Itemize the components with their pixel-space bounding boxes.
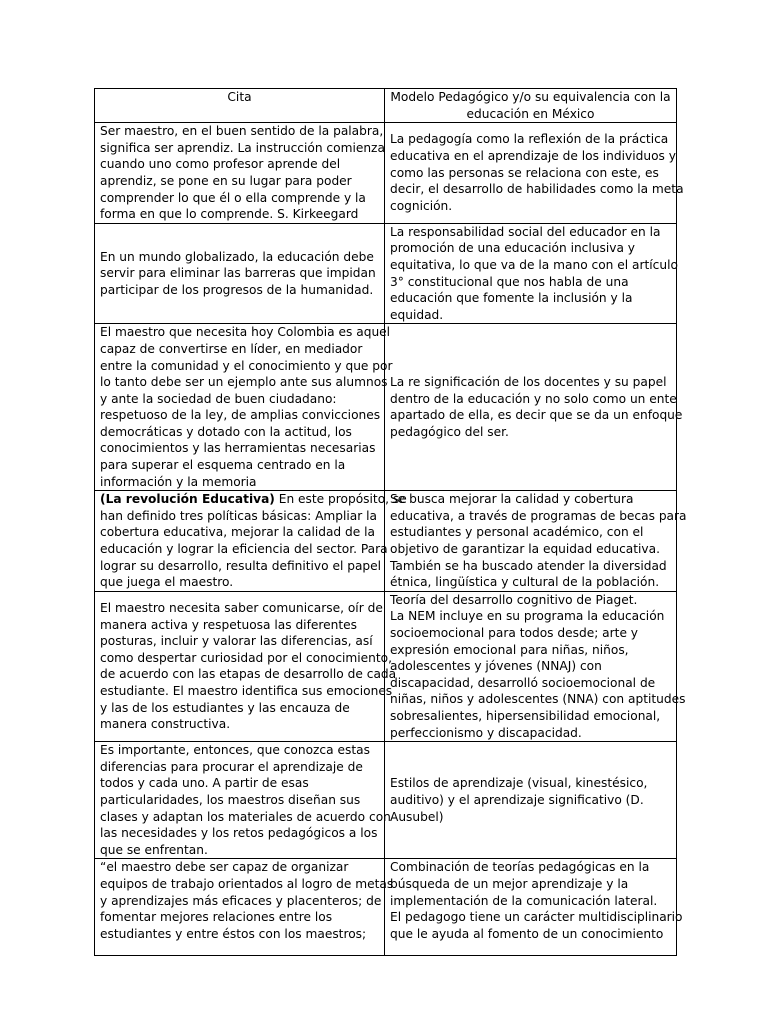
- table-row: [95, 123, 677, 224]
- modelo-line: expresión emocional para niñas, niños,: [390, 642, 629, 657]
- cita-line: El maestro que necesita hoy Colombia es aquel: [100, 325, 391, 340]
- cita-line: fomentar mejores relaciones entre los: [100, 910, 333, 925]
- cita-line: educación y lograr la eficiencia del sector. Para: [100, 542, 388, 557]
- cita-cell: [95, 859, 394, 956]
- cita-line: entre la comunidad y el conocimiento y que por: [100, 358, 393, 373]
- cita-line: Ser maestro, en el buen sentido de la palabra,: [100, 124, 384, 139]
- table-row: [95, 591, 677, 741]
- cita-line: y ante la sociedad de buen ciudadano:: [100, 391, 337, 406]
- modelo-line: educativa, a través de programas de becas para: [390, 508, 687, 523]
- modelo-line: La re significación de los docentes y su papel: [390, 375, 667, 390]
- cita-line: y las de los estudiantes y las encauza de: [100, 700, 350, 715]
- modelo-cell: [385, 742, 677, 859]
- cita-line: manera activa y respetuosa las diferentes: [100, 617, 357, 632]
- modelo-line: sobresalientes, hipersensibilidad emocional,: [390, 708, 661, 723]
- table-row: [95, 223, 677, 324]
- cita-line: particularidades, los maestros diseñan sus: [100, 792, 361, 807]
- modelo-cell: [385, 123, 684, 224]
- cita-line: manera constructiva.: [100, 717, 231, 732]
- cita-line: que juega el maestro.: [100, 575, 234, 590]
- cita-line: diferencias para procurar el aprendizaje de: [100, 759, 363, 774]
- modelo-line: educación que fomente la inclusión y la: [390, 291, 633, 306]
- cita-line: En un mundo globalizado, la educación debe: [100, 249, 374, 264]
- modelo-line: equitativa, lo que va de la mano con el artículo: [390, 257, 678, 272]
- cita-line: de acuerdo con las etapas de desarrollo de cada: [100, 667, 397, 682]
- cita-line: todos y cada uno. A partir de esas: [100, 776, 309, 791]
- cita-line: y aprendizajes más eficaces y placenteros; de: [100, 893, 382, 908]
- modelo-line: pedagógico del ser.: [390, 424, 509, 439]
- modelo-line: étnica, lingüística y cultural de la población.: [390, 575, 660, 590]
- modelo-line: La NEM incluye en su programa la educación: [390, 609, 665, 624]
- cita-line: significa ser aprendiz. La instrucción comienza: [100, 140, 385, 155]
- modelo-line: También se ha buscado atender la diversidad: [390, 558, 667, 573]
- modelo-line: educativa en el aprendizaje de los individuos y: [390, 149, 676, 164]
- table-row: [95, 742, 677, 859]
- table-row: [95, 859, 677, 956]
- modelo-line: El pedagogo tiene un carácter multidisciplinario: [390, 910, 683, 925]
- cita-line: lograr su desarrollo, resulta definitivo el papel: [100, 558, 382, 573]
- header-row: [95, 89, 677, 123]
- cita-line: las necesidades y los retos pedagógicos a los: [100, 826, 378, 841]
- modelo-line: objetivo de garantizar la equidad educativa.: [390, 542, 660, 557]
- modelo-line: La responsabilidad social del educador en la: [390, 224, 661, 239]
- modelo-line: implementación de la comunicación lateral.: [390, 893, 658, 908]
- modelo-line: adolescentes y jóvenes (NNAJ) con: [390, 659, 602, 674]
- cita-line: capaz de convertirse en líder, en mediador: [100, 341, 363, 356]
- modelo-line: decir, el desarrollo de habilidades como la meta: [390, 182, 684, 197]
- cita-line: conocimientos y las herramientas necesarias: [100, 441, 376, 456]
- cita-bold-lead: (La revolución Educativa): [100, 492, 275, 507]
- modelo-line: niñas, niños y adolescentes (NNA) con aptitudes: [390, 692, 686, 707]
- cita-cell: [95, 491, 407, 592]
- modelo-line: como las personas se relaciona con este, es: [390, 165, 659, 180]
- cita-line: servir para eliminar las barreras que impidan: [100, 266, 376, 281]
- cita-line: estudiantes y entre éstos con los maestros;: [100, 926, 367, 941]
- header-line: Cita: [227, 90, 252, 104]
- cita-first-rest: En este propósito, se: [274, 492, 407, 507]
- cita-line: estudiante. El maestro identifica sus emociones: [100, 684, 393, 699]
- modelo-line: La pedagogía como la reflexión de la práctica: [390, 132, 669, 147]
- cita-cell: [95, 223, 385, 324]
- cita-line: comprender lo que él o ella comprende y la: [100, 190, 366, 205]
- cita-line: información y la memoria: [100, 474, 257, 489]
- cita-line: como despertar curiosidad por el conocimiento,: [100, 650, 393, 665]
- cita-line: [100, 491, 407, 508]
- modelo-line: promoción de una educación inclusiva y: [390, 241, 635, 256]
- cita-cell: [95, 123, 385, 224]
- cita-line: clases y adaptan los materiales de acuerdo con: [100, 809, 391, 824]
- cita-line: equipos de trabajo orientados al logro de metas: [100, 876, 394, 891]
- modelo-line: Teoría del desarrollo cognitivo de Piaget.: [390, 592, 638, 607]
- modelo-line: socioemocional para todos desde; arte y: [390, 626, 639, 640]
- modelo-line: apartado de ella, es decir que se da un enfoque: [390, 408, 683, 423]
- modelo-line: discapacidad, desarrolló socioemocional de: [390, 675, 656, 690]
- header-modelo: [385, 89, 677, 123]
- cita-line: posturas, incluir y valorar las diferencias, así: [100, 634, 373, 649]
- cita-cell: [95, 591, 397, 741]
- modelo-cell: [385, 491, 687, 592]
- modelo-line: Ausubel): [390, 809, 444, 824]
- modelo-line: búsqueda de un mejor aprendizaje y la: [390, 876, 629, 891]
- header-cita: [95, 89, 385, 123]
- cita-line: “el maestro debe ser capaz de organizar: [100, 860, 349, 875]
- cita-line: El maestro necesita saber comunicarse, oír de: [100, 601, 383, 616]
- modelo-cell: [385, 223, 677, 324]
- modelo-cell: [385, 859, 683, 956]
- table-row: [95, 491, 677, 592]
- cita-line: han definido tres políticas básicas: Ampliar la: [100, 508, 378, 523]
- cita-line: que se enfrentan.: [100, 842, 208, 857]
- modelo-line: estudiantes y personal académico, con el: [390, 525, 644, 540]
- modelo-line: auditivo) y el aprendizaje significativo (D.: [390, 792, 644, 807]
- cita-line: cuando uno como profesor aprende del: [100, 157, 341, 172]
- citation-table: [94, 88, 687, 956]
- modelo-cell: [385, 324, 683, 491]
- modelo-cell: [385, 591, 686, 741]
- cita-line: respetuoso de la ley, de amplias convicciones: [100, 408, 381, 423]
- table-row: [95, 324, 677, 491]
- modelo-line: 3° constitucional que nos habla de una: [390, 274, 629, 289]
- cita-line: lo tanto debe ser un ejemplo ante sus alumnos: [100, 375, 388, 390]
- modelo-line: Estilos de aprendizaje (visual, kinestésico,: [390, 776, 648, 791]
- modelo-line: dentro de la educación y no solo como un ente: [390, 391, 677, 406]
- modelo-line: cognición.: [390, 198, 453, 213]
- cita-cell: [95, 742, 391, 859]
- cita-cell: [95, 324, 393, 491]
- cita-line: aprendiz, se pone en su lugar para poder: [100, 173, 352, 188]
- cita-line: Es importante, entonces, que conozca estas: [100, 743, 370, 758]
- modelo-line: perfeccionismo y discapacidad.: [390, 725, 582, 740]
- modelo-line: Combinación de teorías pedagógicas en la: [390, 860, 650, 875]
- cita-line: para superar el esquema centrado en la: [100, 458, 346, 473]
- modelo-line: Se busca mejorar la calidad y cobertura: [390, 492, 634, 507]
- cita-line: cobertura educativa, mejorar la calidad de la: [100, 525, 376, 540]
- header-line: educación en México: [466, 106, 595, 121]
- modelo-line: equidad.: [390, 307, 444, 322]
- header-line: Modelo Pedagógico y/o su equivalencia con la: [390, 90, 671, 104]
- cita-line: participar de los progresos de la humanidad.: [100, 282, 374, 297]
- modelo-line: que le ayuda al fomento de un conocimiento: [390, 926, 664, 941]
- cita-line: forma en que lo comprende. S. Kirkeegard: [100, 207, 359, 222]
- cita-line: democráticas y dotado con la actitud, los: [100, 424, 352, 439]
